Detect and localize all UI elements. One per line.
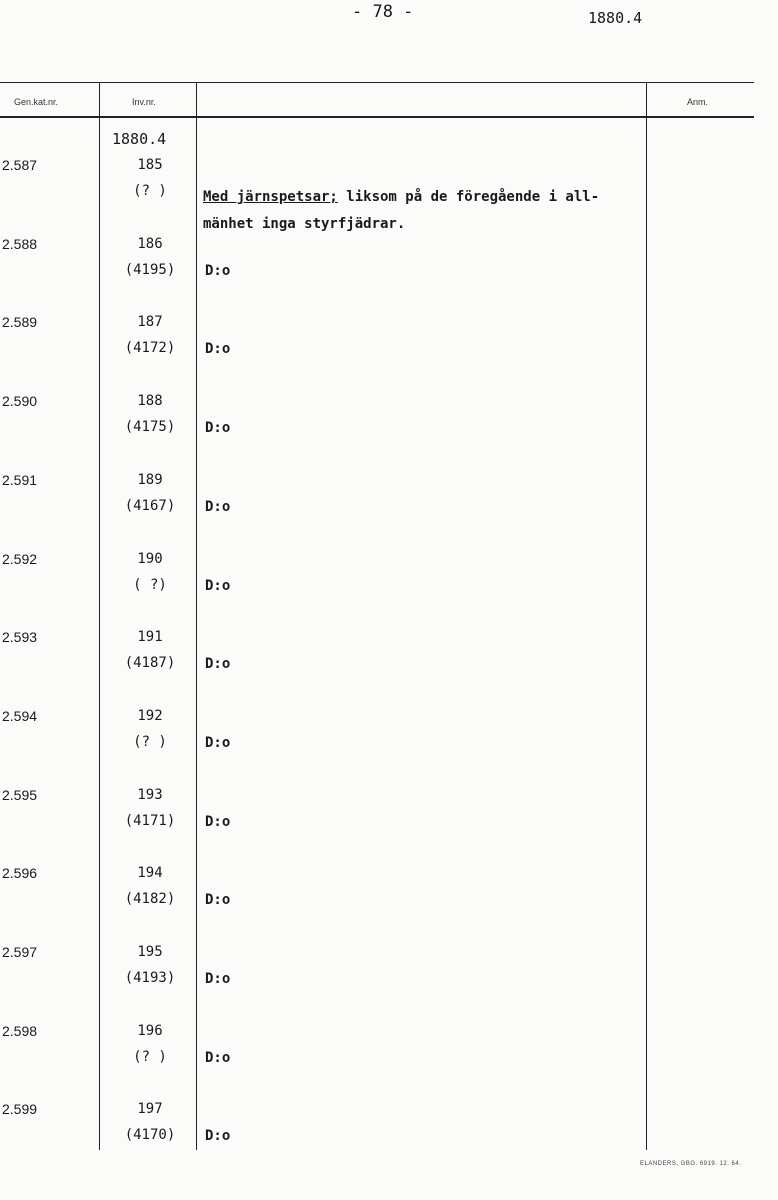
old-inv-nr: (4193) — [124, 970, 176, 986]
inv-nr: 186 — [137, 236, 163, 252]
inv-nr: 187 — [137, 314, 163, 330]
old-inv-nr: (4182) — [124, 891, 176, 907]
entry-description: D:o — [205, 341, 231, 357]
old-inv-nr: (4175) — [124, 419, 176, 435]
entry-description: D:o — [205, 1050, 231, 1066]
gen-kat-nr: 2.595 — [2, 787, 38, 803]
gen-kat-nr: 2.594 — [2, 708, 38, 724]
table-header-rule — [0, 116, 754, 118]
inventory-year: 1880.4 — [112, 130, 167, 148]
inv-nr: 191 — [137, 629, 163, 645]
gen-kat-nr: 2.591 — [2, 472, 38, 488]
gen-kat-nr: 2.597 — [2, 944, 38, 960]
gen-kat-nr: 2.587 — [2, 157, 38, 173]
gen-kat-nr: 2.590 — [2, 393, 38, 409]
entry-description: D:o — [205, 263, 231, 279]
old-inv-nr: (4171) — [124, 813, 176, 829]
entry-description: D:o — [205, 656, 231, 672]
entry-description: D:o — [205, 892, 231, 908]
inv-nr: 193 — [137, 787, 163, 803]
gen-kat-nr: 2.588 — [2, 236, 38, 252]
column-divider-2 — [196, 82, 197, 1150]
old-inv-nr: (4172) — [124, 340, 176, 356]
description-rest: liksom på de föregående i all- — [337, 189, 600, 205]
inv-nr: 192 — [137, 708, 163, 724]
gen-kat-nr: 2.596 — [2, 865, 38, 881]
description-underlined: Med järnspetsar; — [203, 189, 338, 205]
inv-nr: 197 — [137, 1101, 163, 1117]
old-inv-nr: (? ) — [133, 734, 167, 750]
old-inv-nr: (4195) — [124, 262, 176, 278]
old-inv-nr: (4170) — [124, 1127, 176, 1143]
entry-description: D:o — [205, 420, 231, 436]
entry-description: D:o — [205, 499, 231, 515]
inv-nr: 185 — [137, 157, 163, 173]
column-header-gen-kat-nr: Gen.kat.nr. — [14, 97, 59, 107]
gen-kat-nr: 2.592 — [2, 551, 38, 567]
column-header-anm: Anm. — [687, 97, 709, 107]
column-header-inv-nr: Inv.nr. — [132, 97, 156, 107]
page-reference: 1880.4 — [588, 9, 643, 27]
inv-nr: 188 — [137, 393, 163, 409]
old-inv-nr: (? ) — [133, 183, 167, 199]
old-inv-nr: ( ?) — [133, 577, 167, 593]
entry-description: D:o — [205, 971, 231, 987]
description-line-2: mänhet inga styrfjädrar. — [203, 216, 406, 232]
entry-description: D:o — [205, 814, 231, 830]
gen-kat-nr: 2.599 — [2, 1101, 38, 1117]
inv-nr: 196 — [137, 1023, 163, 1039]
gen-kat-nr: 2.589 — [2, 314, 38, 330]
entry-description: D:o — [205, 735, 231, 751]
old-inv-nr: (4167) — [124, 498, 176, 514]
column-divider-3 — [646, 82, 647, 1150]
inv-nr: 194 — [137, 865, 163, 881]
old-inv-nr: (4187) — [124, 655, 176, 671]
gen-kat-nr: 2.593 — [2, 629, 38, 645]
inv-nr: 190 — [137, 551, 163, 567]
entry-description: D:o — [205, 1128, 231, 1144]
inv-nr: 195 — [137, 944, 163, 960]
page-number: - 78 - — [352, 2, 414, 22]
printer-mark: ELANDERS, GBG. 6919. 12. 64. — [640, 1161, 742, 1167]
entry-description: D:o — [205, 578, 231, 594]
first-entry-description — [203, 184, 643, 238]
inv-nr: 189 — [137, 472, 163, 488]
gen-kat-nr: 2.598 — [2, 1023, 38, 1039]
column-divider-1 — [99, 82, 100, 1150]
table-top-rule — [0, 82, 754, 83]
old-inv-nr: (? ) — [133, 1049, 167, 1065]
